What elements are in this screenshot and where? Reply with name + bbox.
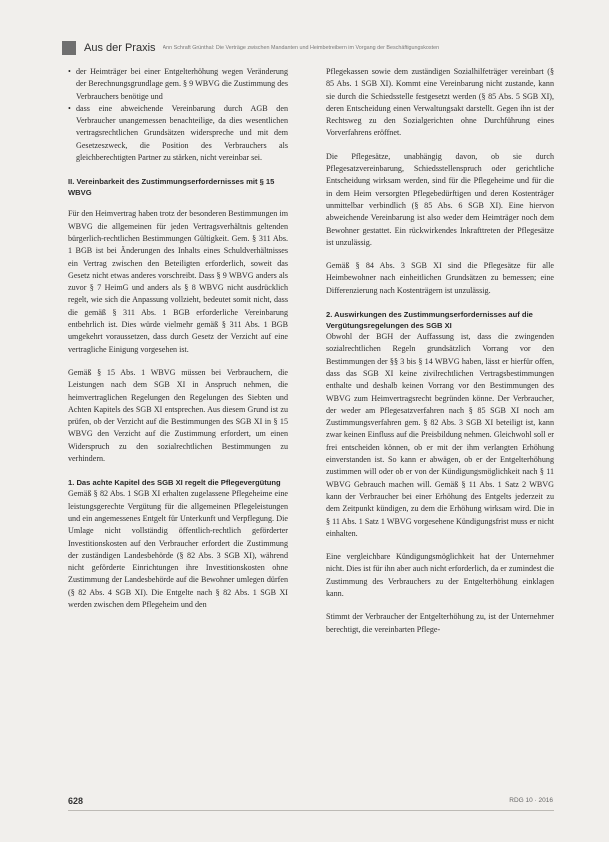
section-marker-square — [62, 41, 76, 55]
paragraph: Stimmt der Verbraucher der Entgelterhöhung zu, ist der Unternehmer berechtigt, die vereinbarten Pflege- — [326, 612, 554, 634]
bullet-item — [68, 103, 288, 164]
running-header — [62, 40, 562, 56]
paragraph: Gemäß § 15 Abs. 1 WBVG müssen bei Verbrauchern, die Leistungen nach dem SGB XI in Anspruch nehmen, die heimvertraglichen Regelungen den Regelungen des Siebten und Achten Kapitels des SGB XI entsprechen. Aus diesem Grund ist zu prüfen, ob der Verzicht auf die Bestimmungen des SGB XI in § 15 WBVG den Verzicht auf die Zustimmung erfordert, um einen Widerspruch zu den sozialrechtlichen Bestimmungen zu verhindern. — [68, 367, 288, 464]
bullet-icon: • — [68, 67, 71, 76]
paragraph: Pflegekassen sowie dem zuständigen Sozialhilfeträger vereinbart (§ 85 Abs. 1 SGB XI). Kommt eine Vereinbarung nicht zustande, kann sie durch die Schiedsstelle festgesetzt werden (§ 85 Abs. 5 SGB XI), deren Entscheidung einen Verwaltungsakt darstellt. Gegen ihn ist der Rechtsweg zu den Sozialgerichten ohne Durchführung eines Vorverfahrens eröffnet. — [326, 67, 554, 138]
bullet-text: der Heimträger bei einer Entgelterhöhung wegen Veränderung der Berechnungsgrundlage gem. § 9 WBVG die Zustimmung des Verbrauchers benötige und — [76, 67, 288, 101]
footer-divider — [68, 810, 554, 811]
page-number: 628 — [68, 796, 84, 806]
journal-reference: RDG 10 · 2016 — [509, 797, 553, 804]
paragraph: Eine vergleichbare Kündigungsmöglichkeit hat der Unternehmer nicht. Dies ist für ihn aber auch nicht erforderlich, da er zumindest die Zustimmung des Verbrauchers zu der Entgelterhöhung einklagen kann. — [326, 552, 554, 598]
paragraph: Obwohl der BGH der Auffassung ist, dass die zwingenden sozialrechtlichen Regeln grundsätzlich Vorrang vor den Bestimmungen der §§ 3 bis § 14 WBVG haben, lässt er hierfür offen, dass das SGB XI keine zivilrechtlichen Vertragsbestimmungen enthalte und deshalb keinen Vorrang vor den Bestimmungen des WBVG zum Heimvertragsrecht begründen könne. Der Verbraucher, der weder am Pflegesatzverfahren nach § 85 SGB XI noch am Zustimmungsverfahren gem. § 82 Abs. 3 SGB XI beteiligt ist, kann zwar keinen Einfluss auf die Preisbildung nehmen. Gleichwohl soll er frei entscheiden können, ob er mit der ihm verlangten Erhöhung einverstanden ist. So kann er abwägen, ob er der Entgelterhöhung zustimmen will oder ob er von der Kündigungsmöglichkeit nach § 11 WBVG Gebrauch machen will. Gemäß § 11 Abs. 1 Satz 2 WBVG kann der Verbraucher bei einer Erhöhung des Entgelts jederzeit zu dem Zeitpunkt kündigen, zu dem die Erhöhung wirksam wird. Die in § 11 Abs. 1 Satz 1 WBVG vorgesehene Kündigungsfrist muss er nicht einhalten. — [326, 332, 554, 538]
paragraph: Die Pflegesätze, unabhängig davon, ob sie durch Pflegesatzvereinbarung, Schiedsstellenspruch oder gerichtliche Entscheidung wirksam werden, sind für die Pflegeheime und für die in dem Heim versorgten Pflegebedürftigen und deren Kostenträger unmittelbar verbindlich (§ 85 Abs. 6 SGB XI). Eine hiervon abweichende Vereinbarung ist also weder dem Heimträger noch dem Bewohner gestattet. Ein rückwirkendes Inkrafttreten der Pflegesätze ist unzulässig. — [326, 151, 554, 247]
bullet-text: dass eine abweichende Vereinbarung durch AGB den Verbraucher unangemessen benachteilige, da dies wesentlichen vertragsrechtlichen Grundsätzen widerspreche und mit dem Gesetzeszweck, die Position des Verbrauchers als gleichberechtigten Partner zu stärken, nicht vereinbar sei. — [76, 103, 288, 163]
paragraph: Gemäß § 84 Abs. 3 SGB XI sind die Pflegesätze für alle Heimbewohner nach einheitlichen Grundsätzen zu bemessen; eine Differenzierung nach Kostenträgern ist unzulässig. — [326, 261, 554, 295]
right-column — [326, 66, 554, 647]
section-heading: II. Vereinbarkeit des Zustimmungserfordernisses mit § 15 WBVG — [68, 177, 275, 198]
left-column — [68, 66, 288, 622]
bullet-icon: • — [68, 103, 71, 113]
section-title: Aus der Praxis — [84, 42, 156, 54]
paragraph: Gemäß § 82 Abs. 1 SGB XI erhalten zugelassene Pflegeheime eine leistungsgerechte Vergütung für die allgemeinen Pflegeleistungen und ein angemessenes Entgelt für Unterkunft und Verpflegung. Die Umlage nicht vollständig öffentlich-rechtlich geförderter Investitionskosten auf den Verbraucher erfordert die Zustimmung der zuständigen Landesbehörde (§ 82 Abs. 3 SGB XI), während nicht geförderte Einrichtungen ihre Investitionskosten ohne Zustimmung der Landesbehörde auf die Bewohner umlegen dürfen (§ 82 Abs. 4 SGB XI). Die Entgelte nach § 82 Abs. 1 SGB XI werden zwischen dem Pflegeheim und den — [68, 489, 288, 609]
subsection-heading: 1. Das achte Kapitel des SGB XI regelt die Pflegevergütung — [68, 478, 281, 488]
running-title: Ann Schraft Grünthal: Die Verträge zwischen Mandanten und Heimbetreibern im Vorgang der Beschäftigungskosten — [162, 45, 440, 51]
bullet-item — [68, 66, 288, 103]
subsection-heading: 2. Auswirkungen des Zustimmungserfordernisses auf die Vergütungsregelungen des SGB XI — [326, 310, 533, 331]
paragraph: Für den Heimvertrag haben trotz der besonderen Bestimmungen im WBVG die allgemeinen für jeden Vertragsverhältnis geltenden bürgerlich-rechtlichen Bestimmungen Gültigkeit. Gem. § 311 Abs. 1 BGB ist bei Änderungen des Inhalts eines Schuldverhältnisses ein Vertrag zwischen den Beteiligten erforderlich, soweit das Gesetz nicht etwas anderes vorschreibt. Dass § 9 WBVG anders als zuvor § 7 HeimG und anders als § 8 WBVG nicht ausdrücklich regelt, wie sich die Anpassung vollzieht, bedeutet somit nicht, dass die gemäß § 311 Abs. 1 BGB erforderliche Vereinbarung entbehrlich ist. Dies würde vielmehr gemäß § 311 Abs. 1 BGB umgekehrt voraussetzen, dass durch Gesetz der Verzicht auf eine vertragliche Einigung vorgesehen ist. — [68, 209, 288, 354]
